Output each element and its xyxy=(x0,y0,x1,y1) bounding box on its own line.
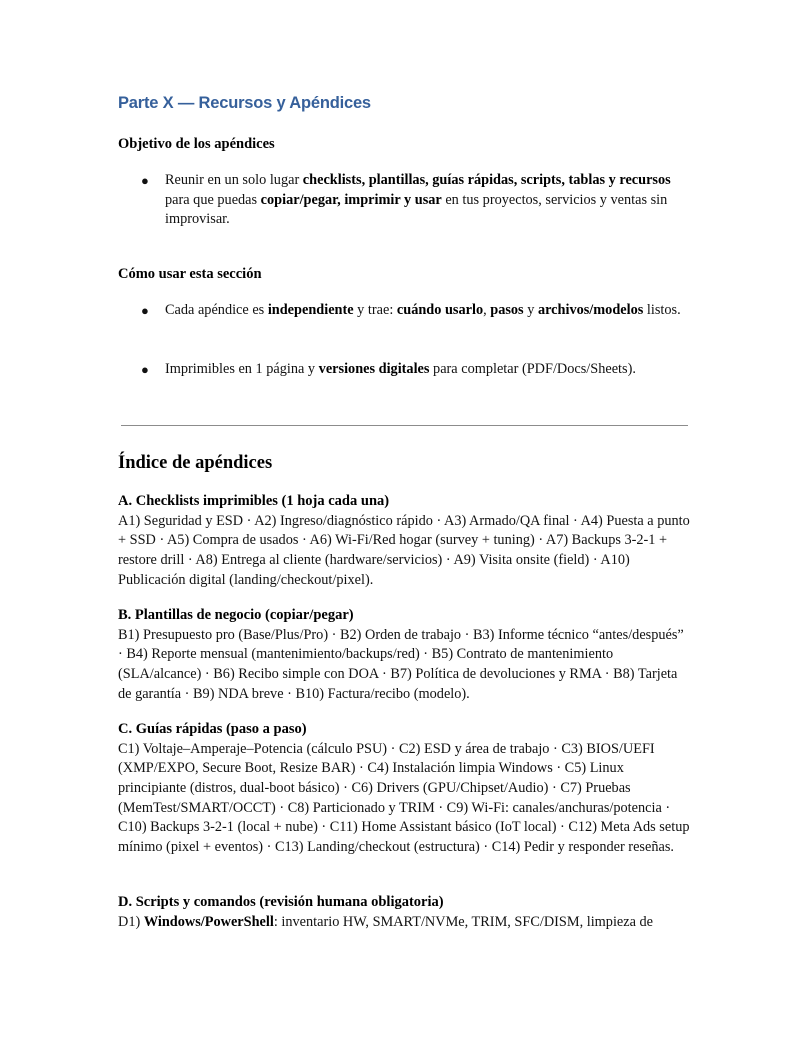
bold-run: cuándo usarlo xyxy=(396,302,484,318)
text-run: Cada apéndice es xyxy=(165,302,268,318)
section-d-heading: D. Scripts y comandos (revisión humana obligatoria) xyxy=(118,894,444,910)
text-run: Imprimibles en 1 página y xyxy=(165,361,319,377)
bullet-icon: ● xyxy=(141,362,149,377)
indice-heading: Índice de apéndices xyxy=(118,453,273,473)
como-usar-bullet-1 xyxy=(141,301,681,321)
text-run: y trae: xyxy=(353,302,397,318)
bold-run: copiar/pegar, imprimir y usar xyxy=(260,191,442,208)
text-run: listos. xyxy=(643,302,681,318)
bullet-text xyxy=(165,171,681,230)
section-c xyxy=(118,720,690,858)
bold-run: Windows/PowerShell xyxy=(143,913,274,930)
text-run: : inventario HW, SMART/NVMe, TRIM, SFC/DISM, limpieza de xyxy=(273,913,654,930)
section-a-body: A1) Seguridad y ESD · A2) Ingreso/diagnóstico rápido · A3) Armado/QA final · A4) Puesta a punto + SSD · A5) Compra de usados · A6) Wi-Fi/Red hogar (survey + tuning) · A7) Backups 3-2-1 + restore drill · A8) Entrega al cliente (hardware/servicios) · A9) Visita onsite (field) · A10) Publicación digital (landing/checkout/pixel). xyxy=(118,512,690,588)
text-run: D1) xyxy=(118,913,144,930)
como-usar-bullet-2 xyxy=(141,360,701,380)
section-c-heading: C. Guías rápidas (paso a paso) xyxy=(118,721,307,737)
bold-run: checklists, plantillas, guías rápidas, scripts, tablas y recursos xyxy=(302,172,671,188)
horizontal-rule xyxy=(121,425,688,426)
bold-run: independiente xyxy=(267,302,354,318)
text-run: , xyxy=(483,302,491,318)
text-run: para que puedas xyxy=(165,191,261,208)
objetivo-bullet xyxy=(141,171,681,230)
section-a-heading: A. Checklists imprimibles (1 hoja cada una) xyxy=(118,493,390,509)
text-run: para completar (PDF/Docs/Sheets). xyxy=(429,361,636,377)
bold-run: pasos xyxy=(490,302,524,318)
section-c-body: C1) Voltaje–Amperaje–Potencia (cálculo PSU) · C2) ESD y área de trabajo · C3) BIOS/UEFI (XMP/EXPO, Secure Boot, Resize BAR) · C4) Instalación limpia Windows · C5) Linux principiante (distros, dual-boot básico) · C6) Drivers (GPU/Chipset/Audio) · C7) Pruebas (MemTest/SMART/OCCT) · C8) Particionado y TRIM · C9) Wi-Fi: canales/anchuras/potencia · C10) Backups 3-2-1 (local + nube) · C11) Home Assistant básico (IoT local) · C12) Meta Ads setup mínimo (pixel + eventos) · C13) Landing/checkout (estructura) · C14) Pedir y responder reseñas. xyxy=(118,740,690,856)
section-a xyxy=(118,492,690,590)
section-b xyxy=(118,606,690,704)
objetivo-heading: Objetivo de los apéndices xyxy=(118,136,275,152)
bullet-text xyxy=(165,301,681,321)
section-d-body xyxy=(118,913,690,933)
section-d xyxy=(118,893,690,932)
bullet-icon: ● xyxy=(141,303,149,318)
como-usar-heading: Cómo usar esta sección xyxy=(118,266,262,282)
bold-run: archivos/modelos xyxy=(537,302,644,318)
page-title: Parte X — Recursos y Apéndices xyxy=(118,94,371,112)
bullet-icon: ● xyxy=(141,173,149,188)
bullet-text xyxy=(165,360,701,380)
section-b-body: B1) Presupuesto pro (Base/Plus/Pro) · B2) Orden de trabajo · B3) Informe técnico “antes/después” · B4) Reporte mensual (mantenimiento/backups/red) · B5) Contrato de mantenimiento (SLA/alcance) · B6) Recibo simple con DOA · B7) Política de devoluciones y RMA · B8) Tarjeta de garantía · B9) NDA breve · B10) Factura/recibo (modelo). xyxy=(118,626,684,702)
text-run: y xyxy=(523,302,538,318)
text-run: Reunir en un solo lugar xyxy=(165,172,303,188)
text-run: en tus proyectos, servicios y ventas sin improvisar. xyxy=(165,191,668,227)
bold-run: versiones digitales xyxy=(318,361,430,377)
section-b-heading: B. Plantillas de negocio (copiar/pegar) xyxy=(118,607,354,623)
